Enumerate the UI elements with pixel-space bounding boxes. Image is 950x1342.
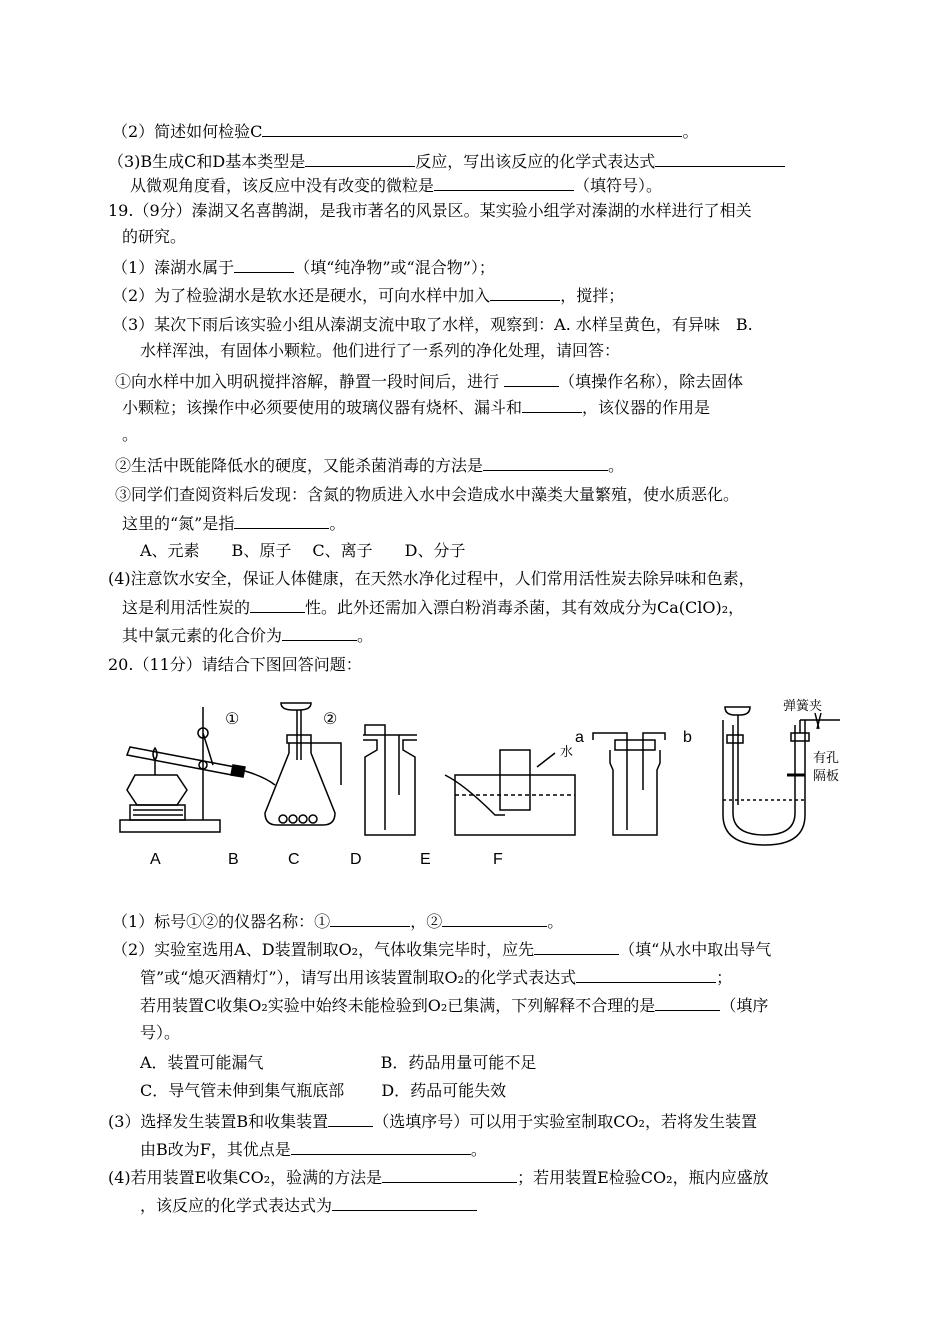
text-segment: 19.（9分）溱湖又名喜鹊湖，是我市著名的风景区。某实验小组学对溱湖的水样进行了相关 xyxy=(108,201,752,220)
text-line xyxy=(112,120,698,143)
answer-blank[interactable] xyxy=(250,596,305,613)
apparatus-e xyxy=(593,733,665,835)
text-line xyxy=(108,1110,757,1133)
text-segment: 从微观角度看，该反应中没有改变的微粒是 xyxy=(130,176,435,195)
text-segment: （1）溱湖水属于 xyxy=(112,258,235,277)
text-segment: ②生活中既能降低水的硬度，又能杀菌消毒的方法是 xyxy=(115,456,484,475)
text-line xyxy=(140,1052,536,1074)
text-segment: 这是利用活性炭的 xyxy=(122,598,251,617)
answer-blank[interactable] xyxy=(291,1138,471,1155)
text-segment: （填“纯净物”或“混合物”）； xyxy=(294,258,495,277)
text-segment: 号）。 xyxy=(140,1023,181,1042)
text-segment: （2）简述如何检验C xyxy=(112,122,263,141)
answer-blank[interactable] xyxy=(332,1194,477,1211)
text-segment: 。 xyxy=(547,912,564,931)
text-segment: A．装置可能漏气 B．药品用量可能不足 xyxy=(140,1053,537,1072)
plate-label-1: 有孔 xyxy=(813,750,840,765)
text-line xyxy=(112,284,624,307)
text-segment: ①向水样中加入明矾搅拌溶解，静置一段时间后，进行 xyxy=(115,372,505,391)
answer-blank[interactable] xyxy=(522,396,582,413)
apparatus-c xyxy=(363,725,417,835)
text-segment: 其中氯元素的化合价为 xyxy=(122,626,283,645)
text-line xyxy=(140,994,768,1017)
text-segment: ；若用装置E检验CO₂，瓶内应盛放 xyxy=(517,1168,769,1187)
text-segment: A、元素 B、原子 C、离子 D、分子 xyxy=(140,541,466,560)
text-segment: 水样浑浊，有固体小颗粒。他们进行了一系列的净化处理，请回答： xyxy=(140,341,621,360)
text-segment: 。 xyxy=(122,425,139,444)
label-e: E xyxy=(420,851,431,868)
text-segment: （填操作名称），除去固体 xyxy=(559,372,744,391)
water-label: 水 xyxy=(560,744,574,759)
text-segment: (4)若用装置E收集CO₂，验满的方法是 xyxy=(108,1168,383,1187)
text-segment: 性。此外还需加入漂白粉消毒杀菌，其有效成分为Ca(ClO)₂， xyxy=(305,598,745,617)
text-line xyxy=(112,910,563,933)
text-line xyxy=(122,396,710,419)
text-line xyxy=(122,512,345,535)
text-segment: 反应，写出该反应的化学式表达式 xyxy=(415,152,656,171)
text-line xyxy=(122,596,744,619)
text-segment: 。 xyxy=(357,626,374,645)
text-line xyxy=(112,256,495,279)
text-segment: (4)注意饮水安全，保证人体健康，在天然水净化过程中，人们常用活性炭去除异味和色素， xyxy=(108,569,755,588)
text-segment: 的研究。 xyxy=(122,227,187,246)
text-line xyxy=(122,624,373,647)
label-c: C xyxy=(288,851,300,868)
text-segment: (3）选择发生装置B和收集装置 xyxy=(108,1112,329,1131)
marker-2: ② xyxy=(323,711,338,728)
answer-blank[interactable] xyxy=(655,150,785,167)
text-line xyxy=(108,150,785,173)
text-segment: 若用装置C收集O₂实验中始终未能检验到O₂已集满，下列解释不合理的是 xyxy=(140,996,656,1015)
answer-blank[interactable] xyxy=(655,994,720,1011)
text-line xyxy=(112,938,771,961)
answer-blank[interactable] xyxy=(234,256,294,273)
answer-blank[interactable] xyxy=(234,512,329,529)
text-segment: （填符号）。 xyxy=(574,176,663,195)
apparatus-d xyxy=(445,750,575,835)
text-line xyxy=(108,1166,769,1189)
text-segment: （填“从水中取出导气 xyxy=(619,940,772,959)
text-line xyxy=(108,200,752,222)
text-line xyxy=(140,1138,487,1161)
answer-blank[interactable] xyxy=(504,370,559,387)
text-line xyxy=(140,540,465,562)
text-line xyxy=(140,340,620,362)
marker-1: ① xyxy=(225,711,240,728)
label-d: D xyxy=(350,851,362,868)
answer-blank[interactable] xyxy=(490,284,560,301)
text-segment: 。 xyxy=(329,514,346,533)
apparatus-figure xyxy=(115,695,855,875)
text-segment: 这里的“氮”是指 xyxy=(122,514,235,533)
text-segment: ，该反应的化学式表达式为 xyxy=(140,1196,333,1215)
text-line xyxy=(140,1194,477,1217)
text-line xyxy=(115,454,624,477)
answer-blank[interactable] xyxy=(262,120,682,137)
text-segment: 20.（11分）请结合下图回答问题： xyxy=(108,655,362,674)
text-segment: （3)B生成C和D基本类型是 xyxy=(108,152,306,171)
text-segment: ，② xyxy=(410,912,443,931)
text-segment: ，搅拌； xyxy=(560,286,625,305)
answer-blank[interactable] xyxy=(382,1166,517,1183)
label-f: F xyxy=(493,851,503,868)
plate-label-2: 隔板 xyxy=(813,768,840,783)
text-line xyxy=(115,370,743,393)
answer-blank[interactable] xyxy=(282,624,357,641)
text-segment: ，该仪器的作用是 xyxy=(582,398,711,417)
text-segment: （选填序号）可以用于实验室制取CO₂，若将发生装置 xyxy=(373,1112,757,1131)
text-segment: ③同学们查阅资料后发现：含氮的物质进入水中会造成水中藻类大量繁殖，使水质恶化。 xyxy=(115,485,740,504)
clip-label: 弹簧夹 xyxy=(783,698,823,713)
apparatus-a xyxy=(120,707,275,832)
port-b-label: b xyxy=(683,729,692,746)
text-line xyxy=(122,424,138,446)
text-segment: 。 xyxy=(608,456,625,475)
text-segment: 由B改为F，其优点是 xyxy=(140,1140,291,1159)
text-segment: （填序 xyxy=(720,996,769,1015)
answer-blank[interactable] xyxy=(576,966,716,983)
text-segment: 小颗粒；该操作中必须要使用的玻璃仪器有烧杯、漏斗和 xyxy=(122,398,523,417)
text-segment: ； xyxy=(716,968,733,987)
label-b: B xyxy=(228,851,239,868)
text-line xyxy=(115,484,739,506)
answer-blank[interactable] xyxy=(330,910,410,927)
text-line xyxy=(140,966,732,989)
text-segment: C．导气管未伸到集气瓶底部 D．药品可能失效 xyxy=(140,1081,507,1100)
label-a: A xyxy=(150,851,161,868)
text-segment: （3）某次下雨后该实验小组从溱湖支流中取了水样，观察到：A. 水样呈黄色，有异味 B. xyxy=(112,315,753,334)
text-line xyxy=(108,654,362,676)
text-segment: 。 xyxy=(682,122,699,141)
answer-blank[interactable] xyxy=(328,1110,373,1127)
text-segment: （2）实验室选用A、D装置制取O₂，气体收集完毕时，应先 xyxy=(112,940,535,959)
text-segment: （1）标号①②的仪器名称：① xyxy=(112,912,331,931)
port-a-label: a xyxy=(575,729,584,746)
text-line xyxy=(140,1022,180,1044)
text-line xyxy=(112,314,753,336)
answer-blank[interactable] xyxy=(305,150,415,167)
answer-blank[interactable] xyxy=(483,454,608,471)
text-line xyxy=(108,568,755,590)
text-line xyxy=(122,226,186,248)
answer-blank[interactable] xyxy=(534,938,619,955)
text-segment: （2）为了检验湖水是软水还是硬水，可向水样中加入 xyxy=(112,286,491,305)
text-line xyxy=(140,1080,506,1102)
text-segment: 。 xyxy=(470,1140,487,1159)
text-segment: 管”或“熄灭酒精灯”），请写出用该装置制取O₂的化学式表达式 xyxy=(140,968,577,987)
answer-blank[interactable] xyxy=(434,174,574,191)
text-line xyxy=(130,174,662,197)
answer-blank[interactable] xyxy=(442,910,547,927)
